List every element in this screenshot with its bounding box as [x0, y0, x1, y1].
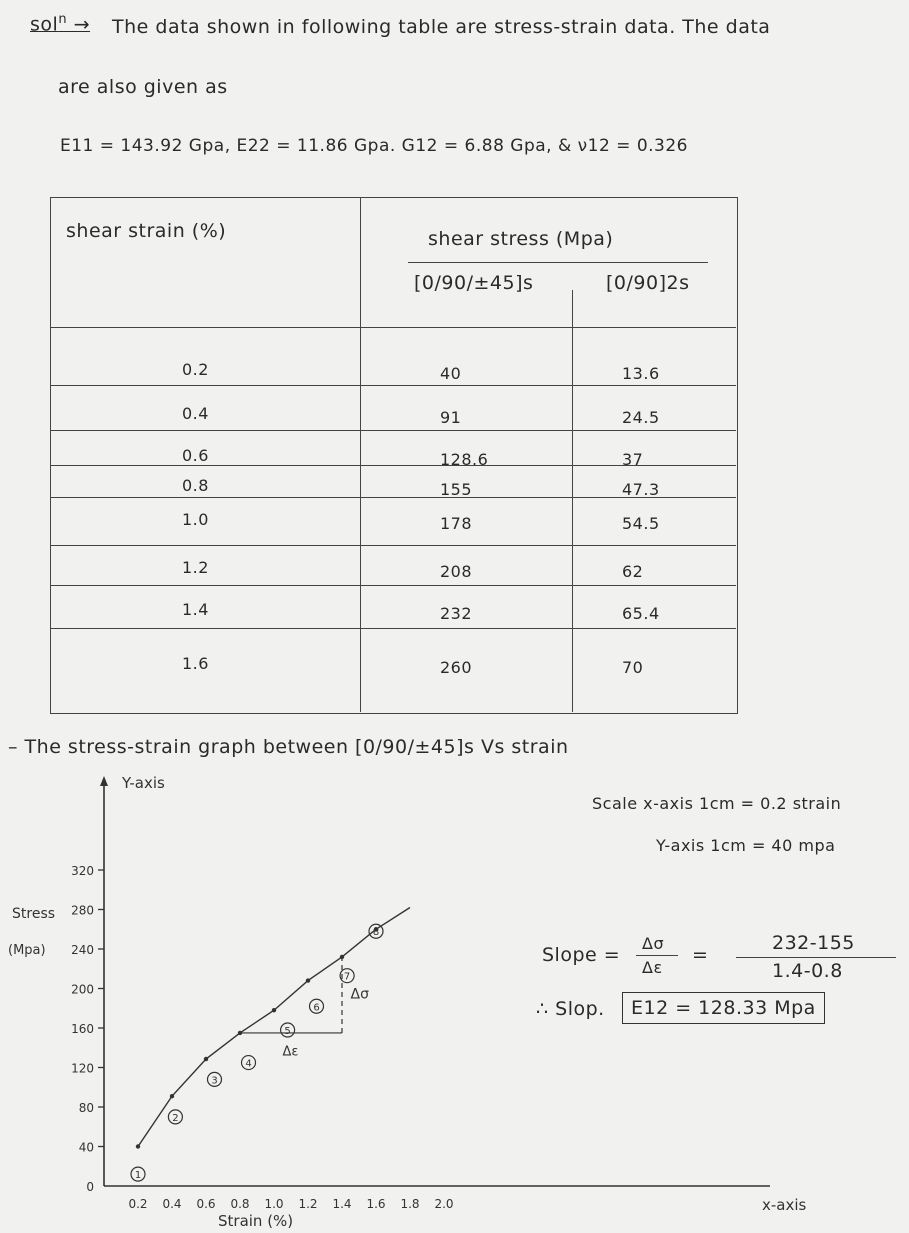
slope-equals: =	[692, 944, 709, 966]
header-shear-strain: shear strain (%)	[66, 220, 227, 242]
header-layup-1: [0/90/±45]s	[414, 272, 534, 294]
x-tick-label: 1.0	[264, 1197, 284, 1211]
marker-label: 3	[211, 1075, 218, 1087]
table-row-rule	[50, 497, 736, 498]
delta-sigma-label: Δσ	[350, 986, 369, 1003]
y-axis-name: Y-axis	[122, 774, 165, 792]
y-tick-label: 240	[71, 943, 94, 957]
slope-result-boxed: E12 = 128.33 Mpa	[622, 992, 825, 1024]
y-axis-arrow-icon	[100, 776, 108, 786]
slope-result-label: ∴ Slop.	[536, 998, 605, 1020]
stress-strain-chart	[0, 770, 909, 1233]
y-tick-label: 200	[71, 982, 94, 997]
slope-numerator: 232-155	[772, 932, 855, 954]
table-row-rule	[50, 465, 736, 466]
y-tick-label: 280	[71, 903, 94, 918]
delta-eps-label: Δε	[282, 1044, 299, 1060]
graph-caption-text: The stress-strain graph between [0/90/±45]s Vs strain	[24, 736, 569, 758]
table-row-rule	[50, 585, 736, 586]
solution-label	[30, 12, 90, 35]
table-cell-stress-1: 178	[440, 514, 473, 533]
y-tick-label: 120	[71, 1061, 94, 1076]
y-tick-label: 320	[71, 864, 94, 878]
table-cell-stress-2: 70	[622, 658, 644, 677]
table-cell-stress-2: 62	[622, 562, 644, 581]
data-point	[306, 978, 310, 982]
intro-text: The data shown in following table are stress-strain data. The data	[112, 16, 771, 38]
table-cell-strain: 1.6	[182, 654, 209, 673]
slope-frac-den: Δε	[642, 958, 663, 977]
table-subcol-divider	[572, 290, 573, 712]
data-point	[204, 1057, 208, 1061]
table-cell-stress-2: 37	[622, 450, 644, 469]
data-point	[170, 1094, 174, 1098]
graph-caption	[8, 736, 569, 758]
arrow-right-icon: →	[67, 13, 91, 36]
table-cell-strain: 0.8	[182, 476, 209, 495]
table-cell-stress-1: 128.6	[440, 450, 489, 469]
y-tick-label: 40	[78, 1140, 94, 1155]
table-cell-stress-2: 47.3	[622, 480, 660, 499]
table-cell-strain: 0.6	[182, 446, 209, 465]
table-header-rule	[50, 327, 736, 328]
marker-label: 6	[313, 1002, 320, 1014]
table-row-rule	[50, 628, 736, 629]
marker-label: 7	[343, 971, 351, 983]
x-tick-label: 0.8	[230, 1197, 250, 1211]
table-col-divider	[360, 197, 361, 712]
x-tick-label: 1.6	[366, 1197, 386, 1211]
table-cell-strain: 0.2	[182, 360, 209, 379]
table-cell-strain: 0.4	[182, 404, 209, 423]
marker-label: 2	[172, 1112, 179, 1124]
x-tick-label: 0.4	[162, 1197, 182, 1211]
table-cell-strain: 1.0	[182, 510, 209, 529]
y-tick-label: 0	[86, 1180, 94, 1194]
table-subheader-rule	[408, 262, 708, 263]
table-row-rule	[50, 545, 736, 546]
marker-label: 5	[284, 1025, 291, 1037]
slope-label: Slope =	[542, 944, 621, 966]
table-row-rule	[50, 385, 736, 386]
sol-prefix: sol	[30, 13, 59, 36]
table-cell-strain: 1.4	[182, 600, 209, 619]
table-cell-stress-1: 260	[440, 658, 473, 677]
x-axis-label: Strain (%)	[218, 1212, 294, 1230]
data-point	[136, 1144, 140, 1148]
table-cell-stress-2: 13.6	[622, 364, 660, 383]
data-point	[272, 1008, 276, 1012]
y-tick-label: 160	[71, 1022, 94, 1036]
table-cell-stress-1: 208	[440, 562, 473, 581]
intro-text-2: are also given as	[58, 76, 228, 98]
x-tick-label: 0.6	[196, 1197, 216, 1211]
x-tick-label: 2.0	[434, 1197, 454, 1211]
slope-denominator: 1.4-0.8	[772, 960, 843, 982]
scale-x: Scale x-axis 1cm = 0.2 strain	[592, 794, 842, 813]
x-tick-label: 1.2	[298, 1197, 318, 1211]
x-tick-label: 1.8	[400, 1197, 420, 1211]
scale-y: Y-axis 1cm = 40 mpa	[656, 836, 836, 855]
header-shear-stress: shear stress (Mpa)	[428, 228, 614, 250]
slope-frac-num: Δσ	[642, 934, 665, 953]
x-axis-name: x-axis	[762, 1196, 807, 1214]
marker-label: 1	[134, 1170, 142, 1182]
x-tick-label: 1.4	[332, 1197, 352, 1211]
sol-sup: n	[58, 12, 68, 27]
table-cell-stress-1: 232	[440, 604, 473, 623]
x-tick-label: 0.2	[128, 1197, 148, 1211]
marker-label: 8	[372, 927, 380, 939]
table-cell-stress-1: 155	[440, 480, 473, 499]
y-axis-label: Stress	[12, 906, 56, 922]
y-axis-unit: (Mpa)	[8, 943, 46, 958]
table-cell-stress-2: 24.5	[622, 408, 660, 427]
header-layup-2: [0/90]2s	[606, 272, 690, 294]
dash-icon: –	[8, 736, 25, 758]
table-cell-strain: 1.2	[182, 558, 209, 577]
table-cell-stress-2: 65.4	[622, 604, 660, 623]
table-cell-stress-1: 91	[440, 408, 462, 427]
material-properties: E11 = 143.92 Gpa, E22 = 11.86 Gpa. G12 = 6.88 Gpa, & ν12 = 0.326	[60, 136, 688, 156]
table-row-rule	[50, 430, 736, 431]
table-cell-stress-2: 54.5	[622, 514, 660, 533]
table-cell-stress-1: 40	[440, 364, 462, 383]
y-tick-label: 80	[78, 1101, 94, 1115]
marker-label: 4	[245, 1058, 252, 1070]
